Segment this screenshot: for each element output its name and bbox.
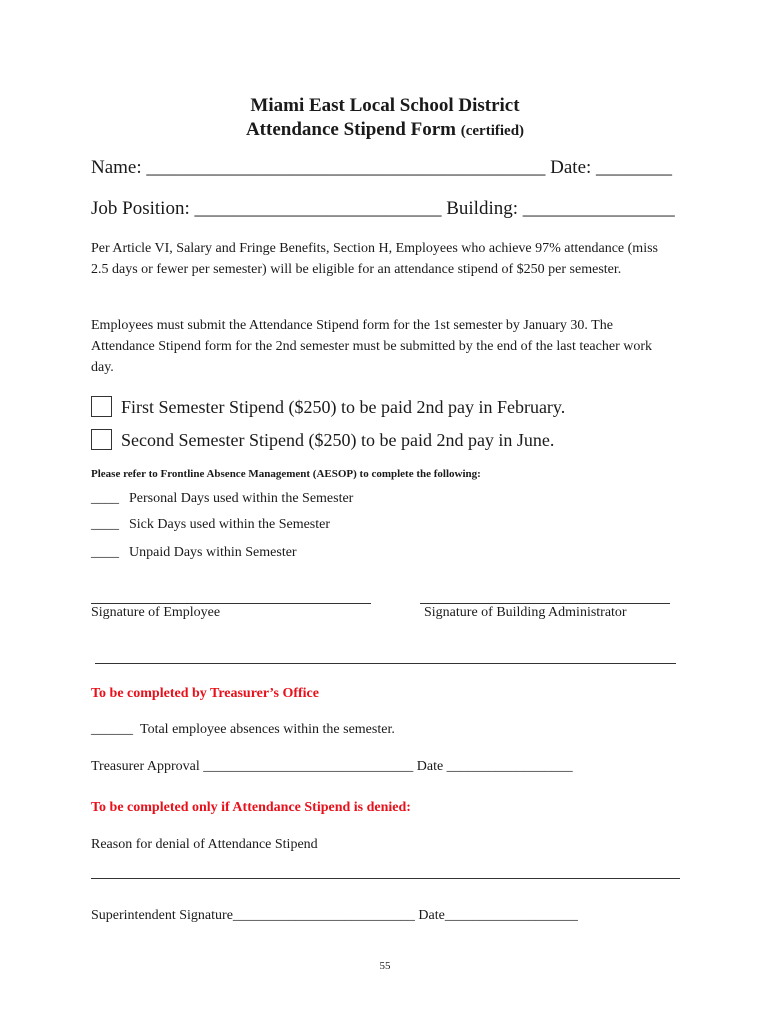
personal-days-blank[interactable]: ____ xyxy=(91,491,119,506)
denial-reason-label: Reason for denial of Attendance Stipend xyxy=(91,837,318,852)
employee-signature-line[interactable] xyxy=(91,603,371,604)
second-semester-checkbox[interactable] xyxy=(91,429,112,450)
unpaid-days-label: Unpaid Days within Semester xyxy=(129,545,297,560)
first-semester-label: First Semester Stipend ($250) to be paid 2nd pay in February. xyxy=(121,397,566,417)
form-title: Attendance Stipend Form xyxy=(245,119,456,140)
form-subtitle: (certified) xyxy=(460,123,525,139)
unpaid-days-blank[interactable]: ____ xyxy=(91,545,119,560)
administrator-signature-line[interactable] xyxy=(420,603,670,604)
sick-days-blank[interactable]: ____ xyxy=(91,517,119,532)
total-absences-label: Total employee absences within the semester. xyxy=(140,722,395,737)
name-date-line[interactable]: Name: __________________________________________ Date: ________ xyxy=(91,157,673,178)
personal-days-label: Personal Days used within the Semester xyxy=(129,491,354,506)
superintendent-signature-line[interactable]: Superintendent Signature__________________________ Date___________________ xyxy=(91,908,578,923)
eligibility-paragraph: Per Article VI, Salary and Fringe Benefits, Section H, Employees who achieve 97% attendance (miss 2.5 days or fewer per semester) will be eligible for an attendance stipend of $250 per semester. xyxy=(91,241,658,277)
treasurer-approval-line[interactable]: Treasurer Approval ______________________________ Date __________________ xyxy=(91,759,573,774)
page-number: 55 xyxy=(379,960,391,972)
section-divider xyxy=(95,663,676,664)
form-title-row xyxy=(0,119,770,141)
district-title: Miami East Local School District xyxy=(250,95,520,116)
employee-signature-label: Signature of Employee xyxy=(91,605,221,620)
aesop-heading: Please refer to Frontline Absence Management (AESOP) to complete the following: xyxy=(91,468,481,480)
denial-reason-line[interactable] xyxy=(91,878,680,879)
submission-paragraph: Employees must submit the Attendance Stipend form for the 1st semester by January 30. The Attendance Stipend form for the 2nd semester must be submitted by the end of the last teacher work day. xyxy=(91,318,653,375)
second-semester-label: Second Semester Stipend ($250) to be paid 2nd pay in June. xyxy=(121,430,555,450)
denial-heading: To be completed only if Attendance Stipend is denied: xyxy=(91,800,411,815)
first-semester-checkbox[interactable] xyxy=(91,396,112,417)
sick-days-label: Sick Days used within the Semester xyxy=(129,517,331,532)
administrator-signature-label: Signature of Building Administrator xyxy=(424,605,627,620)
total-absences-blank[interactable]: ______ xyxy=(91,722,133,737)
treasurer-heading: To be completed by Treasurer’s Office xyxy=(91,686,319,701)
job-building-line[interactable]: Job Position: __________________________ Building: ________________ xyxy=(91,198,675,219)
